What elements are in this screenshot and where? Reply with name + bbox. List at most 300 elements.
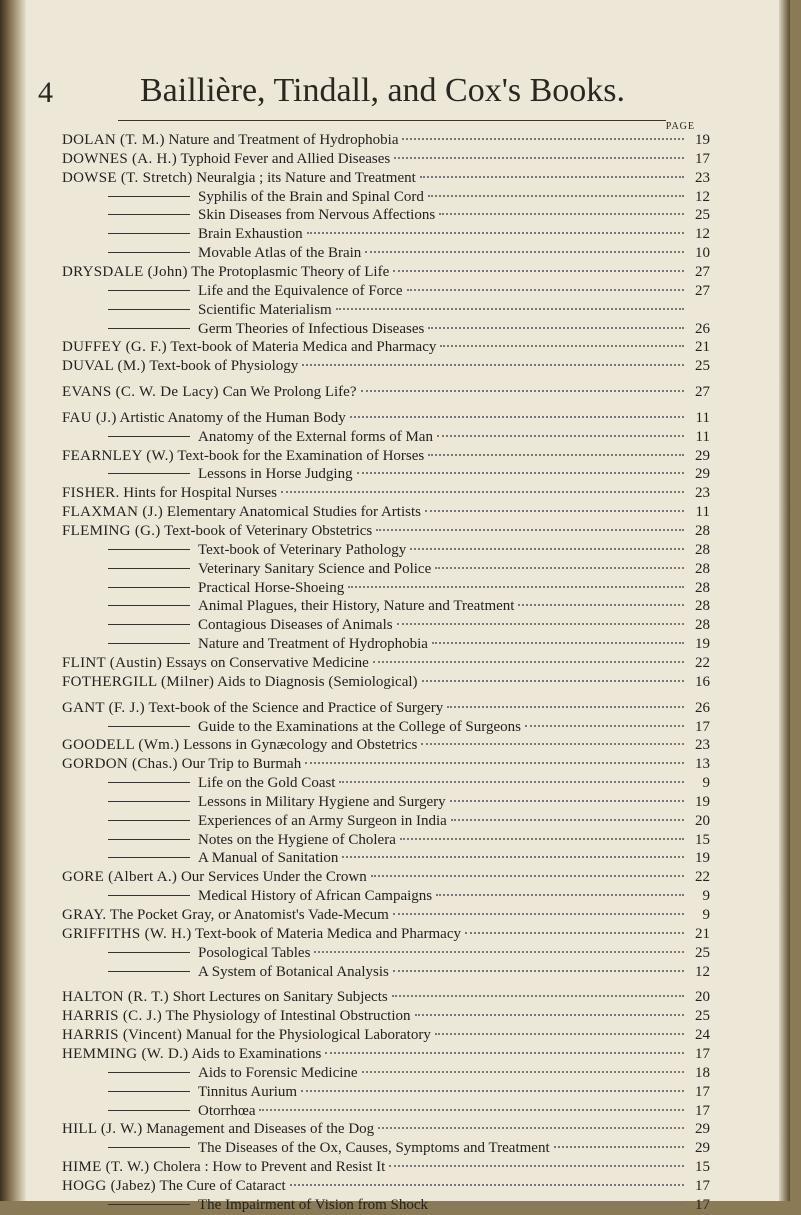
dot-leader xyxy=(393,270,684,272)
catalogue-entry xyxy=(62,384,710,402)
dot-leader xyxy=(421,743,684,745)
dot-leader xyxy=(392,995,684,997)
entry-text xyxy=(62,1046,321,1063)
ditto-dash xyxy=(108,782,190,783)
entry-title: Text-book of Materia Medica and Pharmacy xyxy=(191,925,461,942)
entry-text xyxy=(198,945,310,962)
catalogue-entry xyxy=(108,850,710,868)
entry-page-number: 17 xyxy=(695,150,710,167)
entry-author: DUVAL (M.) xyxy=(62,358,146,375)
entry-text xyxy=(198,561,431,578)
entry-text xyxy=(198,245,361,262)
entry-text xyxy=(62,448,424,465)
entry-title: Aids to Examinations xyxy=(188,1045,322,1062)
entry-page-number: 22 xyxy=(695,654,710,671)
entry-text xyxy=(62,523,372,540)
dot-leader xyxy=(451,819,684,821)
entry-text xyxy=(198,794,446,811)
entry-title: Lessons in Military Hygiene and Surgery xyxy=(198,793,446,810)
entry-title: The Cure of Cataract xyxy=(155,1177,286,1194)
entry-text xyxy=(62,700,443,717)
entry-text xyxy=(198,1084,297,1101)
catalogue-entry xyxy=(62,989,710,1007)
entry-author: GORE (Albert A.) xyxy=(62,869,178,886)
dot-leader xyxy=(357,472,684,474)
entry-page-number: 19 xyxy=(695,850,710,867)
entry-text xyxy=(62,1159,385,1176)
page-column-label: PAGE xyxy=(665,121,695,132)
ditto-dash xyxy=(108,252,190,253)
catalogue-entry xyxy=(108,580,710,598)
ditto-dash xyxy=(108,605,190,606)
entry-title: Hints for Hospital Nurses xyxy=(119,485,278,502)
entry-text xyxy=(198,888,432,905)
entry-author: HOGG (Jabez) xyxy=(62,1177,156,1194)
entry-page-number: 25 xyxy=(695,358,710,375)
dot-leader xyxy=(397,623,684,625)
catalogue-entry xyxy=(62,504,710,522)
catalogue-entry xyxy=(108,302,710,320)
entry-text xyxy=(198,302,332,319)
entry-title: Life and the Equivalence of Force xyxy=(198,282,403,299)
catalogue-entry xyxy=(108,466,710,484)
entry-title: Veterinary Sanitary Science and Police xyxy=(198,560,432,577)
entry-page-number: 25 xyxy=(695,1008,710,1025)
entry-author: HALTON (R. T.) xyxy=(62,989,169,1006)
entry-page-number: 28 xyxy=(695,598,710,615)
entry-page-number: 19 xyxy=(695,793,710,810)
entry-text xyxy=(62,151,390,168)
ditto-dash xyxy=(108,587,190,588)
entry-author: DOLAN (T. M.) xyxy=(62,132,165,148)
entry-text xyxy=(198,636,428,653)
entry-title: Artistic Anatomy of the Human Body xyxy=(116,409,346,426)
entry-page-number: 13 xyxy=(695,756,710,773)
dot-leader xyxy=(342,856,684,858)
entry-page-number: 27 xyxy=(695,384,710,401)
entry-page-number: 20 xyxy=(695,812,710,829)
catalogue-entry xyxy=(108,1197,710,1215)
entry-text xyxy=(198,964,389,981)
entry-text xyxy=(62,674,418,691)
entry-text xyxy=(62,1008,411,1025)
catalogue-entry xyxy=(62,1046,710,1064)
entry-page-number: 17 xyxy=(695,1177,710,1194)
dot-leader xyxy=(447,706,684,708)
entry-page-number: 18 xyxy=(695,1064,710,1081)
catalogue-entry xyxy=(108,964,710,982)
ditto-dash xyxy=(108,895,190,896)
entry-title: Lessons in Gynæcology and Obstetrics xyxy=(179,737,418,754)
entry-page-number: 17 xyxy=(695,1102,710,1119)
entry-page-number: 12 xyxy=(695,188,710,205)
entry-title: Medical History of African Campaigns xyxy=(198,888,433,905)
catalogue-entry xyxy=(108,832,710,850)
entry-page-number: 25 xyxy=(695,944,710,961)
dot-leader xyxy=(450,800,684,802)
dot-leader xyxy=(348,586,684,588)
catalogue-entry xyxy=(62,907,710,925)
catalogue-entry xyxy=(108,1084,710,1102)
catalogue-entry xyxy=(108,207,710,225)
entry-author: DUFFEY (G. F.) xyxy=(62,339,167,356)
entry-page-number: 9 xyxy=(702,907,710,923)
catalogue-entry xyxy=(108,429,710,447)
entry-page-number: 28 xyxy=(695,579,710,596)
entry-title: A Manual of Sanitation xyxy=(198,850,339,867)
ditto-dash xyxy=(108,1204,190,1205)
dot-leader xyxy=(425,510,684,512)
catalogue-entry xyxy=(108,1103,710,1121)
entry-title: Cholera : How to Prevent and Resist It xyxy=(149,1159,386,1176)
entry-text xyxy=(198,1140,550,1157)
entry-text xyxy=(198,207,435,224)
entry-title: Movable Atlas of the Brain xyxy=(198,245,362,262)
entry-page-number: 9 xyxy=(702,888,710,905)
entry-author: FISHER. xyxy=(62,485,120,502)
entry-title: The Diseases of the Ox, Causes, Symptoms and Treatment xyxy=(198,1140,550,1157)
entry-author: GANT (F. J.) xyxy=(62,699,145,716)
ditto-dash xyxy=(108,568,190,569)
catalogue-entry xyxy=(108,245,710,263)
ditto-dash xyxy=(108,820,190,821)
dot-leader xyxy=(437,435,684,437)
dot-leader xyxy=(525,725,684,727)
entry-page-number: 26 xyxy=(695,320,710,337)
entry-page-number: 17 xyxy=(695,718,710,735)
entry-title: Typhoid Fever and Allied Diseases xyxy=(177,150,391,167)
entry-page-number: 17 xyxy=(695,1083,710,1100)
entry-title: Nature and Treatment of Hydrophobia xyxy=(164,132,399,148)
catalogue-entry xyxy=(108,775,710,793)
catalogue-entry xyxy=(62,869,710,887)
entry-text xyxy=(62,907,389,924)
entry-page-number: 11 xyxy=(695,409,710,426)
ditto-dash xyxy=(108,328,190,329)
entry-author: GOODELL (Wm.) xyxy=(62,737,180,754)
catalogue-entry xyxy=(108,794,710,812)
catalogue-entry xyxy=(62,756,710,774)
catalogue-entry xyxy=(62,151,710,169)
entry-page-number: 17 xyxy=(695,1196,710,1213)
catalogue-entry xyxy=(108,617,710,635)
entry-page-number: 29 xyxy=(695,1121,710,1138)
entry-author: HILL (J. W.) xyxy=(62,1121,143,1138)
catalogue-entry xyxy=(62,1159,710,1177)
entry-text xyxy=(62,989,388,1006)
entry-author: DOWNES (A. H.) xyxy=(62,150,178,167)
catalogue-entry xyxy=(62,926,710,944)
catalogue-entry xyxy=(108,561,710,579)
entry-title: Neuralgia ; its Nature and Treatment xyxy=(192,169,416,186)
dot-leader xyxy=(436,894,684,896)
catalogue-entry xyxy=(108,283,710,301)
entry-author: FEARNLEY (W.) xyxy=(62,447,174,464)
dot-leader xyxy=(435,1033,684,1035)
entry-page-number: 17 xyxy=(695,1045,710,1062)
entry-text xyxy=(198,598,514,615)
catalogue-entry xyxy=(108,189,710,207)
book-binding-shadow xyxy=(0,0,26,1201)
ditto-dash xyxy=(108,801,190,802)
entry-text xyxy=(62,485,277,502)
catalogue-entry xyxy=(62,264,710,282)
dot-leader xyxy=(371,875,684,877)
entry-title: Syphilis of the Brain and Spinal Cord xyxy=(198,188,424,205)
dot-leader xyxy=(336,308,684,310)
catalogue-entry xyxy=(62,1008,710,1026)
entry-page-number: 26 xyxy=(695,699,710,716)
ditto-dash xyxy=(108,643,190,644)
dot-leader xyxy=(402,138,684,140)
entry-title: A System of Botanical Analysis xyxy=(198,963,389,980)
entry-title: Our Trip to Burmah xyxy=(177,756,302,773)
entry-text xyxy=(198,813,447,830)
entry-page-number: 19 xyxy=(695,636,710,653)
entry-text xyxy=(62,504,421,521)
dot-leader xyxy=(281,491,684,493)
dot-leader xyxy=(339,781,684,783)
entry-author: DRYSDALE (John) xyxy=(62,263,188,280)
entry-title: Management and Diseases of the Dog xyxy=(142,1121,375,1138)
entry-page-number: 25 xyxy=(695,207,710,224)
entry-title: Scientific Materialism xyxy=(198,301,332,318)
entry-title: Text-book for the Examination of Horses xyxy=(173,447,425,464)
entry-title: Experiences of an Army Surgeon in India xyxy=(198,812,447,829)
entry-author: FAU (J.) xyxy=(62,409,117,426)
entry-title: Germ Theories of Infectious Diseases xyxy=(198,320,425,337)
entry-page-number: 19 xyxy=(695,132,710,148)
entry-page-number: 15 xyxy=(695,1159,710,1176)
dot-leader xyxy=(314,951,684,953)
dot-leader xyxy=(307,232,684,234)
entry-text xyxy=(62,756,301,773)
catalogue-entry xyxy=(108,598,710,616)
entry-author: EVANS (C. W. De Lacy) xyxy=(62,384,219,401)
dot-leader xyxy=(435,567,684,569)
entry-text xyxy=(62,655,369,672)
entry-title: Aids to Diagnosis (Semiological) xyxy=(214,673,418,690)
ditto-dash xyxy=(108,857,190,858)
ditto-dash xyxy=(108,549,190,550)
entry-title: Can We Prolong Life? xyxy=(218,384,357,401)
entry-author: FLEMING (G.) xyxy=(62,523,161,539)
entry-text xyxy=(62,132,398,149)
running-title: Baillière, Tindall, and Cox's Books. xyxy=(140,72,625,109)
catalogue-entry xyxy=(62,132,710,150)
ditto-dash xyxy=(108,309,190,310)
entry-page-number: 23 xyxy=(695,169,710,186)
catalogue-entry xyxy=(62,1178,710,1196)
entry-text xyxy=(198,775,335,792)
entry-text xyxy=(198,429,433,446)
entry-text xyxy=(198,283,403,300)
dot-leader xyxy=(440,345,684,347)
dot-leader xyxy=(361,390,685,392)
catalogue-entry xyxy=(62,485,710,503)
dot-leader xyxy=(394,157,684,159)
entry-author: FOTHERGILL (Milner) xyxy=(62,673,215,690)
entry-title: Short Lectures on Sanitary Subjects xyxy=(168,989,388,1006)
entry-page-number: 11 xyxy=(695,504,710,521)
dot-leader xyxy=(554,1146,684,1148)
ditto-dash xyxy=(108,839,190,840)
catalogue-entry xyxy=(108,813,710,831)
catalogue-entry xyxy=(62,655,710,673)
entry-title: Anatomy of the External forms of Man xyxy=(198,428,433,445)
dot-leader xyxy=(422,680,684,682)
entry-page-number: 27 xyxy=(695,282,710,299)
catalogue-entry xyxy=(62,339,710,357)
entry-page-number: 28 xyxy=(695,560,710,577)
entry-title: Animal Plagues, their History, Nature and Treatment xyxy=(198,598,515,615)
entry-author: GRIFFITHS (W. H.) xyxy=(62,925,192,942)
entry-title: Lessons in Horse Judging xyxy=(198,466,353,483)
entry-text xyxy=(62,926,461,943)
entry-author: FLINT (Austin) xyxy=(62,654,163,671)
catalogue-entry xyxy=(62,170,710,188)
entry-page-number: 29 xyxy=(695,447,710,464)
dot-leader xyxy=(290,1184,684,1186)
dot-leader xyxy=(420,176,684,178)
entry-text xyxy=(62,384,357,401)
entry-title: Text-book of Materia Medica and Pharmacy xyxy=(166,339,437,356)
entry-page-number: 11 xyxy=(695,428,710,445)
entry-text xyxy=(62,1178,286,1195)
ditto-dash xyxy=(108,214,190,215)
entry-page-number: 21 xyxy=(695,339,710,356)
dot-leader xyxy=(439,213,684,215)
entry-page-number: 29 xyxy=(695,466,710,483)
entry-page-number: 23 xyxy=(695,737,710,754)
catalogue-entry xyxy=(108,945,710,963)
dot-leader xyxy=(373,661,684,663)
page-edge-shadow xyxy=(779,0,790,1201)
entry-page-number: 28 xyxy=(695,617,710,634)
entry-text xyxy=(62,339,436,356)
entry-text xyxy=(62,1121,374,1138)
entry-author: HIME (T. W.) xyxy=(62,1159,150,1176)
catalogue-entry xyxy=(108,321,710,339)
entry-text xyxy=(198,850,338,867)
dot-leader xyxy=(407,289,685,291)
entry-text xyxy=(62,869,367,886)
catalogue-entry xyxy=(62,737,710,755)
entry-title: The Physiology of Intestinal Obstruction xyxy=(162,1008,411,1025)
entry-title: Nature and Treatment of Hydrophobia xyxy=(198,636,428,653)
catalogue-entry xyxy=(108,636,710,654)
entry-text xyxy=(198,226,303,243)
entry-title: Tinnitus Aurium xyxy=(198,1083,298,1100)
entry-author: HEMMING (W. D.) xyxy=(62,1045,189,1062)
entry-title: Practical Horse-Shoeing xyxy=(198,579,345,596)
ditto-dash xyxy=(108,196,190,197)
entry-title: Text-book of the Science and Practice of Surgery xyxy=(144,699,444,716)
ditto-dash xyxy=(108,436,190,437)
entry-text xyxy=(62,1027,431,1044)
dot-leader xyxy=(350,416,684,418)
dot-leader xyxy=(301,1090,684,1092)
entry-title: Elementary Anatomical Studies for Artists xyxy=(163,504,421,521)
entry-author: DOWSE (T. Stretch) xyxy=(62,169,193,186)
entry-title: Otorrhœa xyxy=(198,1102,256,1119)
dot-leader xyxy=(393,970,684,972)
entry-title: The Impairment of Vision from Shock xyxy=(198,1196,429,1213)
ditto-dash xyxy=(108,726,190,727)
entry-title: Manual for the Physiological Laboratory xyxy=(182,1027,431,1044)
entry-text xyxy=(198,1197,428,1214)
ditto-dash xyxy=(108,1110,190,1111)
dot-leader xyxy=(428,327,684,329)
dot-leader xyxy=(393,913,684,915)
dot-leader xyxy=(400,838,684,840)
entry-title: Life on the Gold Coast xyxy=(198,775,336,792)
dot-leader xyxy=(362,1071,684,1073)
catalogue-entry xyxy=(62,358,710,376)
entry-text xyxy=(62,410,346,427)
page-number: 4 xyxy=(38,76,53,109)
dot-leader xyxy=(378,1127,684,1129)
entry-author: HARRIS (C. J.) xyxy=(62,1008,163,1025)
entry-page-number: 16 xyxy=(695,673,710,690)
header-rule xyxy=(118,120,666,121)
entry-title: The Protoplasmic Theory of Life xyxy=(187,263,390,280)
catalogue-entry xyxy=(108,542,710,560)
dot-leader xyxy=(410,548,684,550)
entry-author: FLAXMAN (J.) xyxy=(62,504,164,521)
entry-title: Contagious Diseases of Animals xyxy=(198,617,393,634)
ditto-dash xyxy=(108,1072,190,1073)
catalogue-entry xyxy=(62,448,710,466)
entry-page-number: 9 xyxy=(702,775,710,792)
catalogue-entry xyxy=(108,1140,710,1158)
entry-title: Text-book of Veterinary Pathology xyxy=(198,541,407,558)
ditto-dash xyxy=(108,1147,190,1148)
catalogue-entry xyxy=(62,700,710,718)
entry-title: Brain Exhaustion xyxy=(198,226,303,243)
entry-author: GRAY. xyxy=(62,907,107,923)
dot-leader xyxy=(432,642,684,644)
entry-text xyxy=(198,617,393,634)
entry-text xyxy=(198,580,344,597)
entry-text xyxy=(198,189,424,206)
dot-leader xyxy=(325,1052,684,1054)
page-header xyxy=(38,72,758,112)
entry-page-number: 22 xyxy=(695,869,710,886)
catalogue-entry xyxy=(62,1121,710,1139)
catalogue-entry xyxy=(62,1027,710,1045)
dot-leader xyxy=(305,762,684,764)
entry-page-number: 24 xyxy=(695,1027,710,1044)
ditto-dash xyxy=(108,1091,190,1092)
ditto-dash xyxy=(108,290,190,291)
catalogue-entry xyxy=(62,410,710,428)
entry-title: Text-book of Veterinary Obstetrics xyxy=(160,523,373,539)
ditto-dash xyxy=(108,473,190,474)
entry-page-number: 12 xyxy=(695,963,710,980)
entry-title: Essays on Conservative Medicine xyxy=(162,654,369,671)
entry-page-number: 20 xyxy=(695,989,710,1006)
entry-text xyxy=(62,358,298,375)
dot-leader xyxy=(376,529,684,531)
entry-page-number: 21 xyxy=(695,925,710,942)
catalogue-entry xyxy=(62,523,710,541)
dot-leader xyxy=(465,932,684,934)
catalogue-entry xyxy=(62,674,710,692)
entry-page-number: 28 xyxy=(695,541,710,558)
entry-page-number: 23 xyxy=(695,485,710,502)
entry-page-number: 12 xyxy=(695,226,710,243)
